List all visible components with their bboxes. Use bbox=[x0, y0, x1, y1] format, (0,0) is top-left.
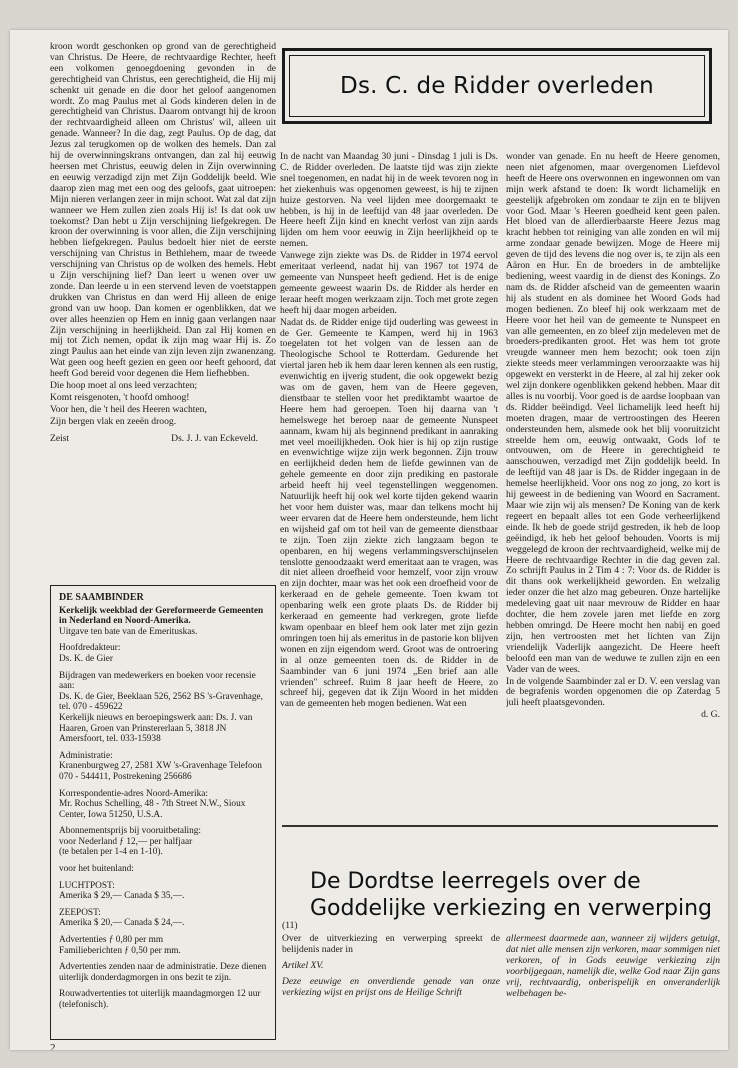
colophon-rouw-note: Rouwadvertenties tot uiterlijk maandagmorgen 12 uur (telefonisch). bbox=[59, 989, 261, 1010]
colophon-publisher-note: Uitgave ten bate van de Emerituskas. bbox=[59, 626, 198, 637]
colophon-admin-address: Kranenburgweg 27, 2581 XW 's-Gravenhage Telefoon 070 - 544411, Postrekening 256686 bbox=[59, 761, 262, 782]
sign-author: Ds. J. J. van Eckeveld. bbox=[171, 432, 258, 444]
left-column-paragraph: kroon wordt geschonken op grond van de gerechtigheid van Christus. De Heere, de rechtvaardige Rechter, heeft een volkomen genoegdoening gevonden in de gerechtigheid van Christus, een gerechtigheid, die Hij mij schenkt uit genade en die door het geloof aangenomen wordt. Zo mag Paulus met al Gods kinderen delen in de gerechtigheid van Christus. Daarom ontvangt hij de kroon der rechtvaardigheid alleen om Christus' wil, alleen uit genade. Wanneer? In die dag, zegt Paulus. Op de dag, dat Jezus zal terugkomen op de wolken des hemels. Dan zal hij de overwinningskrans ontvangen, dan zal hij eeuwig heersen met Christus, eeuwig delen in Zijn overwinning en eeuwig verzadigd zijn met Zijn Goddelijk beeld. Wie daarop zien mag met een oog des geloofs, gaat uitroepen: Mijn nieren verlangen zeer in mijn schoot. Wat zal dat zijn wanneer we Hem zullen zien zoals Hij is! Is dat ook uw toekomst? Dan hebt u Zijn verschijning liefgekregen. De kroon der overwinning is voor allen, die Zijn verschijning hebben liefgekregen. Paulus bedoelt hier niet de eerste verschijning van Christus in Bethlehem, maar de tweede verschijning van Christus op de wolken des hemels. Hebt u Zijn verschijning lief? Dan leert u wenen over uw zonde. Dan leerde u in een stervend leven de voetstappen drukken van Christus en dan werd Hij alleen de enige grond van uw hoop. Dan komen er ogenblikken, dat we over alles heenzien op Hem en innig gaan verlangen naar Zijn verschijning in heerlijkheid. Dan zal Hij komen en mij tot Zich nemen, opdat ik zijn mag waar Hij is. Zo zingt Paulus aan het einde van zijn leven zijn zwanenzang. Wat geen oog heeft gezien en geen oor heeft gehoord, dat heeft God bereid voor degenen die Hem liefhebben. bbox=[50, 42, 276, 380]
colophon-subtitle: Kerkelijk weekblad der Gereformeerde Gemeenten in Nederland en Noord-Amerika. bbox=[59, 605, 264, 627]
colophon-ads-note: Advertenties zenden naar de administratie. Deze dienen uiterlijk donderdagmorgen in ons bezit te zijn. bbox=[59, 962, 267, 983]
colophon-editor-name: Ds. K. de Gier bbox=[59, 653, 113, 664]
sign-place: Zeist bbox=[50, 432, 70, 444]
second-article-intro: Over de uitverkiezing en verwerping spreekt de belijdenis nader in bbox=[282, 934, 500, 955]
second-article-column-1 bbox=[282, 934, 500, 1034]
second-article-quote: Deze eeuwige en onverdiende genade van onze verkiezing wijst en prijst ons de Heilige Schrift bbox=[282, 975, 500, 998]
colophon-editor-label: Hoofdredakteur: bbox=[59, 643, 121, 654]
colophon-ads-price: Advertenties ƒ 0,80 per mm bbox=[59, 935, 164, 946]
obituary-column-2 bbox=[506, 152, 720, 807]
poem-line: Voor hen, die 't heil des Heeren wachten, bbox=[50, 403, 207, 415]
page-number: 2 bbox=[50, 1042, 56, 1050]
obituary-paragraph: wonder van genade. En nu heeft de Heere genomen, neen niet afgenomen, maar overgenomen Liefdevol heeft de Heere ons overwonnen en ingewonnen om van mijn werk afstand te doen: Ik wordt lichamelijk en geestelijk afgebroken om zondaar te zijn en te blijven voor God. Maar 's Heeren goedheid kent geen palen. Het bloed van de allerdierbaarste Heere Jezus mag kracht hebben tot reiniging van alle zonden en wil mij arme zondaar genade bewijzen. Moge de Heere mij geven de tijd des levens die nog over is, te zijn als een Aäron en Hur. En de broeders in de ambtelijke bediening, weest vaardig in de dienst des Konings. Zo nam ds. de Ridder afscheid van de gemeenten waarin hij als student en als dominee het Woord Gods had mogen bedienen. Zo bleef hij ook werkzaam met de Heere voor het heil van de gemeente te Nunspeet en van alle gemeenten, en zo bleef zijn medeleven met de broeders-predikanten groot. Het was hem tot grote vreugde wanneer men hem bezocht; ook toen zijn ziekte steeds meer verlammingen veroorzaakte was hij opgewekt en versterkt in de Heere, al zal hij zeker ook wel zijn donkere ogenblikken gekend hebben. Maar dit alles is nu voorbij. Voor goed is de aardse loopbaan van ds. Ridder beëindigd. Veel lichamelijk leed heeft hij moeten dragen, maar de vertroostingen des Heeren ondersteunden hem, alsmede ook het blij vooruitzicht streelde hem om, eeuwig ontwaakt, Gods lof te ontvouwen, om de Heere in gerechtigheid te aanschouwen, verzadigd met Zijn goddelijk beeld. In de leeftijd van 48 jaar is Ds. de Ridder ingegaan in de hemelse heerlijkheid. Voor ons nog zo jong, zo kort is hij geweest in de bediening van Woord en Sacrament. Maar wie zijn wij als mensen? De Koning van de kerk regeert en bepaalt alles tot een Gode verheerlijkend einde. Ik heb de goede strijd gestreden, ik heb de loop geëindigd, ik heb het geloof behouden. Voorts is mij weggelegd de kroon der rechtvaardigheid, welke mij de Heere de rechtvaardige Rechter in die dag geven zal. Zo schrijft Paulus in 2 Tim 4 : 7: Voor ds. de Ridder is dit thans ook werkelijkheid geworden. En welzalig ieder onzer die het alzo mag gebeuren. Onze hartelijke medeleving gaat uit naar mevrouw de Ridder en haar dochter, die hem zovele jaren met liefde en zorg hebben omringd. De Heere mocht hen nabij en goed zijn, hen vertroosten met het lichten van Zijn vriendelijk Vaderlijk aangezicht. De Heere heeft beloofd een man van de weduwe te zullen zijn en een Vader van de wees. bbox=[506, 152, 720, 675]
obituary-paragraph: Vanwege zijn ziekte was Ds. de Ridder in 1974 eervol emeritaat verleend, nadat hij van 1967 tot 1974 de gemeente van Nunspeet heeft gediend. Het is de enige gemeente geweest waarin Ds. de Ridder als herder en leraar heeft mogen werkzaam zijn. Toch met grote zegen heeft hij daar mogen arbeiden. bbox=[280, 250, 498, 316]
second-article-quote-continued: allermeest daarmede aan, wanneer zij wijders getuigt, dat niet alle mensen zijn verkoren, maar sommigen niet verkoren, of in Gods eeuwige verkiezing zijn voorbijgegaan, namelijk die, welke God naar Zijn gans vrij, rechtvaardig, onberispelijk en onveranderlijk welbehagen be- bbox=[506, 934, 720, 999]
colophon-contrib-label: Bijdragen van medewerkers en boeken voor recensie aan: bbox=[59, 670, 256, 692]
poem-line: Die hoop moet al ons leed verzachten; bbox=[50, 380, 198, 392]
obituary-column-1 bbox=[280, 152, 498, 807]
colophon-na-label: Korrespondentie-adres Noord-Amerika: bbox=[59, 788, 208, 799]
colophon-air-prices: Amerika $ 29,— Canada $ 35,—. bbox=[59, 891, 185, 902]
second-article-part: (11) bbox=[282, 920, 298, 931]
colophon-subs-nl-note: (te betalen per 1-4 en 1-10). bbox=[59, 847, 163, 858]
poem-line: Komt reisgenoten, 't hoofd omhoog! bbox=[50, 392, 190, 403]
left-column-article bbox=[50, 42, 276, 574]
obituary-paragraph: In de volgende Saambinder zal er D. V. een verslag van de begrafenis worden opgenomen die op Zaterdag 5 juli heeft plaatsgevonden. bbox=[506, 675, 720, 709]
closing-poem bbox=[50, 381, 276, 428]
colophon-na-address: Mr. Rochus Schelling, 48 - 7th Street N.W., Sioux Center, Iowa 51250, U.S.A. bbox=[59, 799, 246, 820]
second-article-column-2 bbox=[506, 934, 720, 1034]
colophon-abroad-label: voor het buitenland: bbox=[59, 864, 134, 875]
obituary-paragraph: In de nacht van Maandag 30 juni - Dinsdag 1 juli is Ds. C. de Ridder overleden. De laatste tijd was zijn ziekte snel toegenomen, en nadat hij in de week tevoren nog in het ziekenhuis was opgenomen geweest, is hij te zijnen huize gestorven. Na veel lijden mee doorgemaakt te hebben, is hij in de leeftijd van 48 jaar overleden. De Heere heeft Zijn kind en knecht verlost van zijn aards lijden om hem voor eeuwig in Zijn heerlijkheid op te nemen. bbox=[280, 152, 498, 250]
second-article-label: Artikel XV. bbox=[282, 959, 324, 971]
obituary-signature: d. G. bbox=[701, 709, 720, 721]
colophon-box bbox=[50, 585, 276, 1040]
colophon-air-label: LUCHTPOST: bbox=[59, 880, 115, 891]
colophon-title: DE SAAMBINDER bbox=[59, 592, 144, 603]
colophon-sea-label: ZEEPOST: bbox=[59, 907, 101, 918]
colophon-family-price: Familieberichten ƒ 0,50 per mm. bbox=[59, 945, 181, 956]
colophon-sea-prices: Amerika $ 20,— Canada $ 24,—. bbox=[59, 918, 185, 929]
colophon-subs-nl: voor Nederland ƒ 12,— per halfjaar bbox=[59, 836, 193, 847]
obituary-title: Ds. C. de Ridder overleden bbox=[340, 73, 654, 99]
obituary-title-box bbox=[282, 48, 712, 124]
colophon-subs-label: Abonnementsprijs bij vooruitbetaling: bbox=[59, 826, 202, 837]
left-article-signature bbox=[50, 434, 276, 445]
poem-line: Zijn bergen vlak en zeeën droog. bbox=[50, 415, 177, 427]
colophon-admin-label: Administratie: bbox=[59, 750, 113, 761]
newspaper-page bbox=[10, 30, 728, 1050]
section-divider bbox=[282, 825, 718, 827]
colophon-church-news: Kerkelijk nieuws en beroepingswerk aan: Ds. J. van Haaren, Groen van Prinstererlaan 5, 3818 JN Amersfoort, tel. 033-15938 bbox=[59, 712, 253, 745]
obituary-paragraph: Nadat ds. de Ridder enige tijd ouderling was geweest in de Ger. Gemeente te Kampen, werd hij in 1963 toegelaten tot het volgen van de lessen aan de Theologische School te Rotterdam. Gedurende het viertal jaren heb ik hem daar leren kennen als een rustig, evenwichtig en ijverig student, die ook opgewekt bezig was om de gaven, hem van de Heere gegeven, dienstbaar te stellen voor het prediktambt waartoe de Heere hem had geroepen. Toen hij daarna van 't hemelswege het beroep naar de gemeente Nunspeet aannam, kwam hij als beginnend predikant in aanraking met veel moeilijkheden. Ook hier is hij op zijn rustige en evenwichtige wijze zijn werk begonnen. Zijn trouw en eerlijkheid deden hem de liefde gewinnen van de gehele gemeente en door zijn prediking en pastorale arbeid heeft hij veel tegenstellingen weggenomen. Natuurlijk heeft hij ook wel korte tijden gekend waarin het voor hem duister was, maar dan telkens mocht hij weer ervaren dat de Heere hem ondersteunde, hem licht en wijsheid gaf om tot heil van de gemeente dienstbaar te zijn. Toen zijn ziekte zich langzaam begon te openbaren, en hij wegens verlammingsverschijnselen tenslotte genoodzaakt werd emeritaat aan te vragen, was dit niet alleen droefheid voor hemzelf, voor zijn vrouw en zijn dochter, maar was het ook een droefheid voor de kerkeraad en de gehele gemeente. Toen kwam tot openbaring welk een grote plaats Ds. de Ridder bij kerkeraad en gemeente had verkregen, grote liefde kwam openbaar en bleef hem ook later met zijn gezin omringen toen hij als emeritus in de pastorie kon blijven wonen en zijn eigendom werd. Groot was de ontroering in al onze gemeenten toen ds. de Ridder in de Saambinder van 6 juni 1974 „Een brief aan alle vrienden" schreef. Ruim 8 jaar heeft de Heere, zo schreef hij, gegeven dat ik Zijn Woord in het midden van de gemeenten heb mogen bedienen. Wat een bbox=[280, 316, 498, 710]
colophon-contrib-address: Ds. K. de Gier, Beeklaan 526, 2562 BS 's-Gravenhage, tel. 070 - 459622 bbox=[59, 691, 263, 713]
obituary-title-frame bbox=[289, 55, 705, 117]
second-article-title: De Dordtse leerregels over de Goddelijke verkiezing en verwerping bbox=[310, 869, 712, 921]
